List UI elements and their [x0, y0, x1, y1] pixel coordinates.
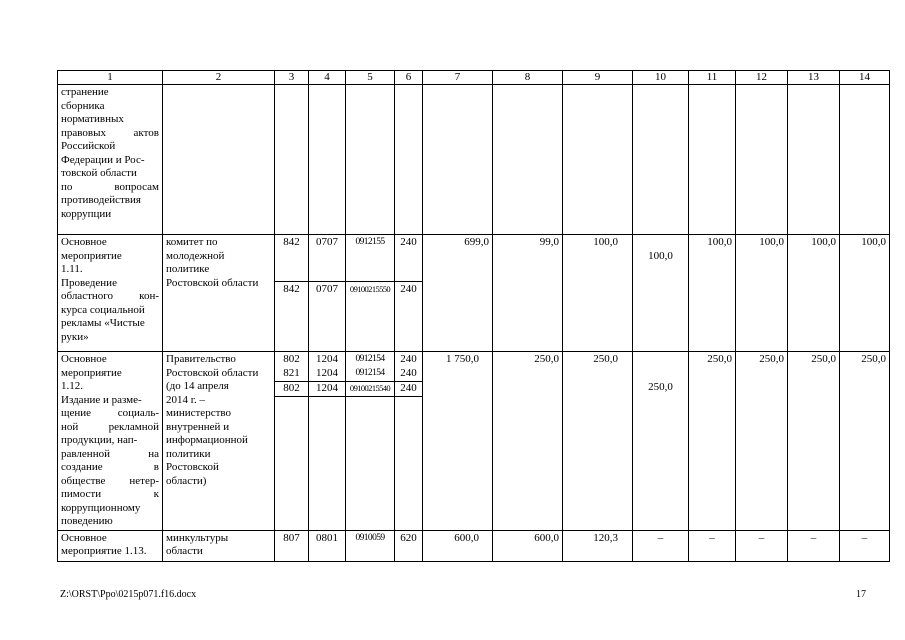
year-value-cell: 250,0 [563, 352, 633, 531]
grbs-cell: 842 [275, 282, 309, 352]
table-row [58, 530, 890, 561]
header-cell: 6 [395, 71, 423, 85]
header-cell: 10 [633, 71, 689, 85]
year-value-cell: – [633, 530, 689, 561]
target-article-cell: 09100215550 [346, 282, 395, 352]
activity-name-cell: странение сборника нормативных правовых актов Российской Федерации и Рос- товской области по вопросам противодействия коррупции [58, 85, 163, 235]
activity-name-cell: Основное мероприятие 1.11. Проведение областного кон- курса социальной рекламы «Чистые руки» [58, 235, 163, 352]
table-row [58, 235, 890, 282]
expense-type-cell: 240 240 [395, 352, 423, 382]
year-value-cell: 600,0 [493, 530, 563, 561]
year-value-cell: 250,0 [840, 352, 890, 531]
page-number: 17 [856, 589, 866, 600]
total-cell: 600,0 [423, 530, 493, 561]
year-value-cell: 100,0 [736, 235, 788, 352]
year-value-cell: 100,0 [840, 235, 890, 352]
year-value-cell: – [689, 530, 736, 561]
total-cell: 1 750,0 [423, 352, 493, 531]
year-value-cell: 250,0 [788, 352, 840, 531]
header-cell: 14 [840, 71, 890, 85]
year-value-cell: 100,0 [563, 235, 633, 352]
section-cell: 1204 1204 [309, 352, 346, 382]
year-value-cell: 100,0 [689, 235, 736, 352]
grbs-cell: 807 [275, 530, 309, 561]
header-cell: 9 [563, 71, 633, 85]
header-cell: 7 [423, 71, 493, 85]
budget-table [57, 70, 890, 562]
table-row [58, 85, 890, 235]
executor-cell: Правительство Ростовской области (до 14 апреля 2014 г. – министерство внутренней и информационной политики Ростовской области) [163, 352, 275, 531]
expense-type-cell: 240 [395, 282, 423, 352]
header-cell: 11 [689, 71, 736, 85]
year-value-cell: 250,0 [633, 352, 689, 531]
section-cell: 0707 [309, 282, 346, 352]
target-article-cell: 09100215540 [346, 382, 395, 397]
file-path: Z:\ORST\Ppo\0215p071.f16.docx [60, 589, 197, 600]
year-value-cell: – [788, 530, 840, 561]
activity-name-cell: Основное мероприятие 1.13. [58, 530, 163, 561]
section-cell: 1204 [309, 382, 346, 397]
section-cell: 0707 [309, 235, 346, 282]
header-cell: 1 [58, 71, 163, 85]
header-cell: 13 [788, 71, 840, 85]
year-value-cell: 100,0 [788, 235, 840, 352]
grbs-cell: 842 [275, 235, 309, 282]
target-article-cell: 0912154 0912154 [346, 352, 395, 382]
year-value-cell: 100,0 [633, 235, 689, 352]
executor-cell: комитет по молодежной политике Ростовской области [163, 235, 275, 352]
header-row [58, 71, 890, 85]
grbs-cell: 802 [275, 382, 309, 397]
year-value-cell: 120,3 [563, 530, 633, 561]
year-value-cell: 250,0 [736, 352, 788, 531]
section-cell: 0801 [309, 530, 346, 561]
expense-type-cell: 240 [395, 382, 423, 397]
header-cell: 8 [493, 71, 563, 85]
total-cell: 699,0 [423, 235, 493, 352]
expense-type-cell: 620 [395, 530, 423, 561]
target-article-cell: 0910059 [346, 530, 395, 561]
header-cell: 5 [346, 71, 395, 85]
year-value-cell: – [840, 530, 890, 561]
year-value-cell: – [736, 530, 788, 561]
header-cell: 3 [275, 71, 309, 85]
year-value-cell: 250,0 [689, 352, 736, 531]
executor-cell: минкультуры области [163, 530, 275, 561]
year-value-cell: 250,0 [493, 352, 563, 531]
table-row [58, 352, 890, 382]
activity-name-cell: Основное мероприятие 1.12. Издание и разме- щение социаль- ной рекламной продукции, нап- равленной на создание в обществе нетер- пимости к коррупционному поведению [58, 352, 163, 531]
target-article-cell: 0912155 [346, 235, 395, 282]
grbs-cell: 802 821 [275, 352, 309, 382]
header-cell: 4 [309, 71, 346, 85]
year-value-cell: 99,0 [493, 235, 563, 352]
expense-type-cell: 240 [395, 235, 423, 282]
header-cell: 2 [163, 71, 275, 85]
header-cell: 12 [736, 71, 788, 85]
